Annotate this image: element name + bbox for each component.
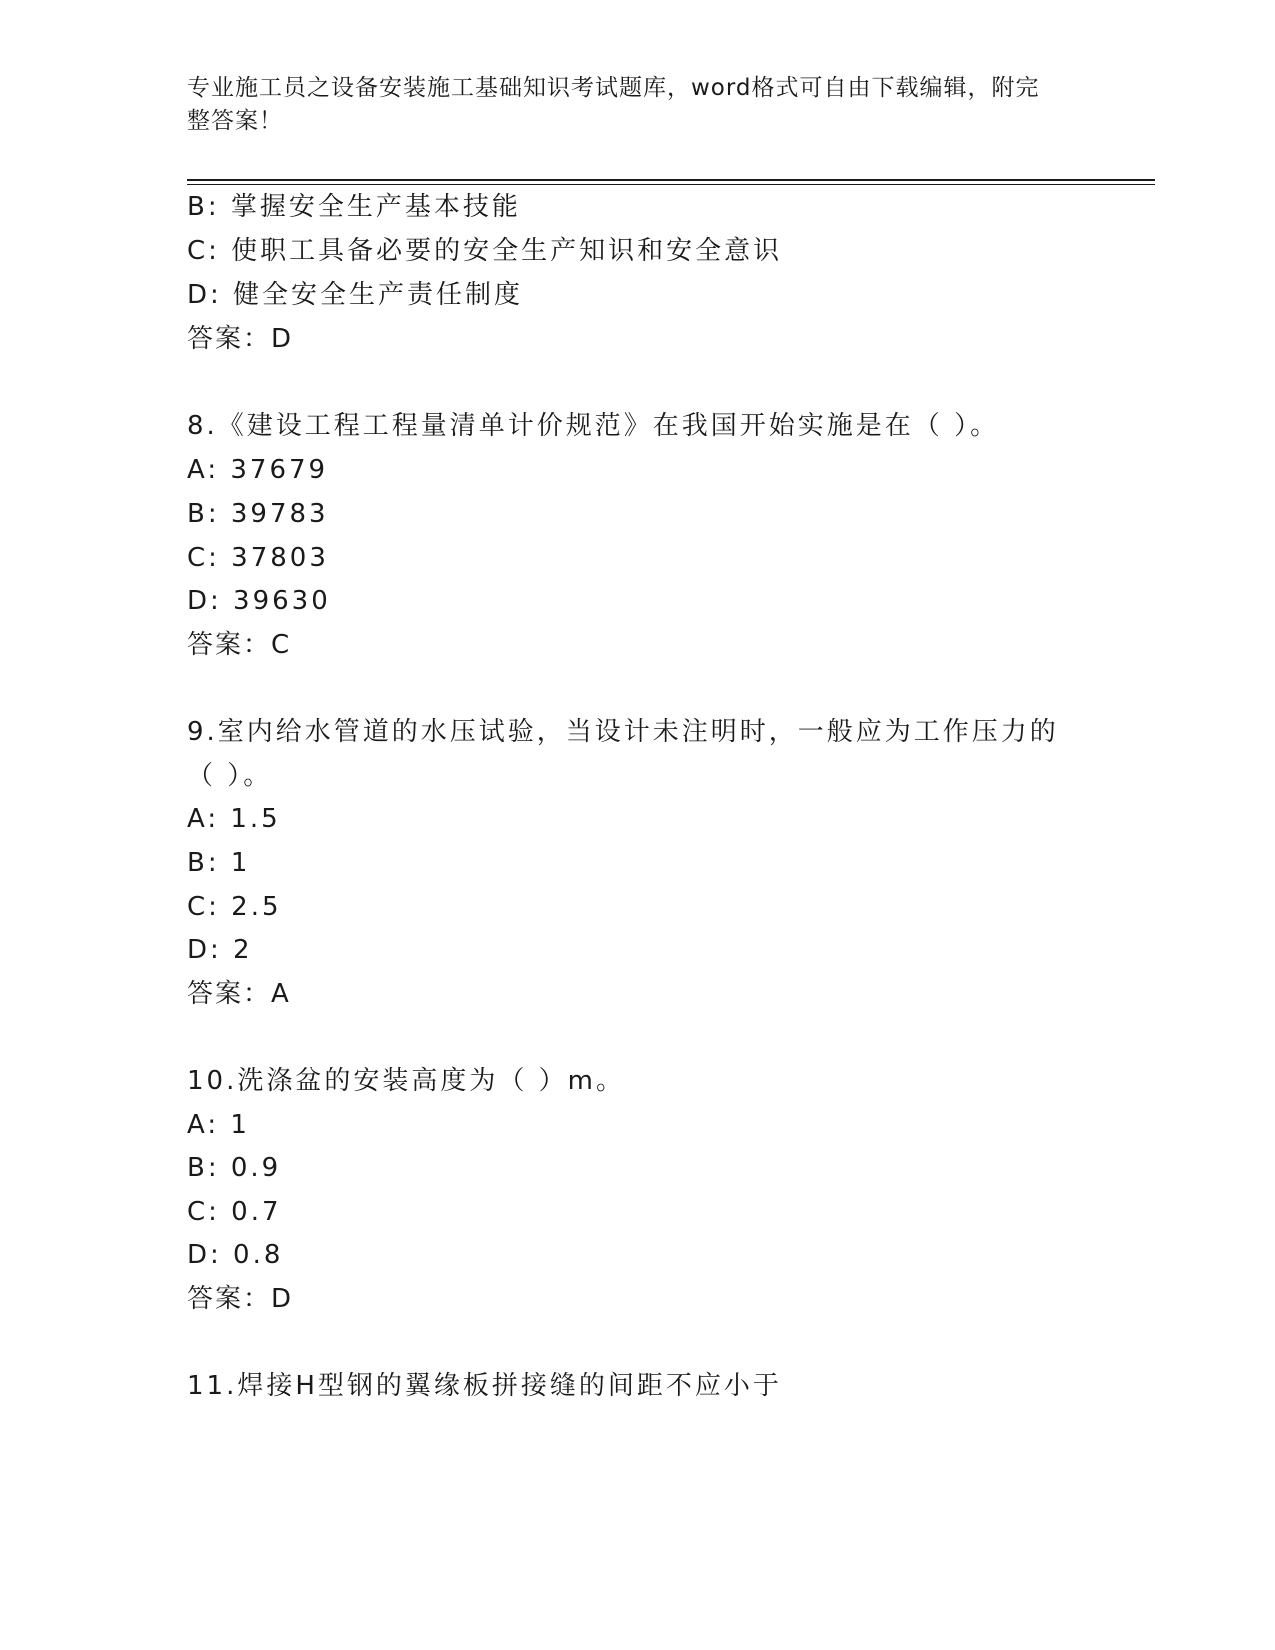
q11-question: 11.焊接H型钢的翼缘板拼接缝的间距不应小于	[187, 1371, 782, 1401]
q7-option-b: B: 掌握安全生产基本技能	[187, 192, 521, 222]
q7-option-c: C: 使职工具备必要的安全生产知识和安全意识	[187, 236, 783, 266]
q9-option-c: C: 2.5	[187, 892, 282, 922]
q8-option-c: C: 37803	[187, 543, 329, 573]
q9-option-a: A: 1.5	[187, 804, 281, 834]
q8-answer: 答案：C	[187, 630, 292, 660]
document-header	[187, 72, 1067, 138]
q9-answer: 答案：A	[187, 979, 291, 1009]
q8-option-a: A: 37679	[187, 455, 329, 485]
q10-option-b: B: 0.9	[187, 1153, 282, 1183]
q8-question: 8.《建设工程工程量清单计价规范》在我国开始实施是在（ ）。	[187, 411, 1000, 441]
q9-option-d: D: 2	[187, 935, 253, 965]
header-text-line-1: 专业施工员之设备安装施工基础知识考试题库，word格式可自由下载编辑，附完	[187, 75, 1040, 101]
header-text-line-2: 整答案！	[187, 108, 283, 134]
q10-option-c: C: 0.7	[187, 1197, 282, 1227]
q9-option-b: B: 1	[187, 848, 251, 878]
q10-answer: 答案：D	[187, 1284, 294, 1314]
q8-option-d: D: 39630	[187, 586, 331, 616]
q8-option-b: B: 39783	[187, 499, 329, 529]
q10-option-a: A: 1	[187, 1110, 250, 1140]
q7-answer: 答案：D	[187, 324, 294, 354]
q10-question: 10.洗涤盆的安装高度为（ ）m。	[187, 1066, 625, 1096]
q9-question-continued: （ ）。	[187, 761, 273, 791]
q9-question: 9.室内给水管道的水压试验，当设计未注明时，一般应为工作压力的	[187, 717, 1059, 747]
header-divider-thin	[187, 184, 1155, 185]
header-divider-thick	[187, 179, 1155, 181]
q10-option-d: D: 0.8	[187, 1240, 284, 1270]
q7-option-d: D: 健全安全生产责任制度	[187, 280, 524, 310]
